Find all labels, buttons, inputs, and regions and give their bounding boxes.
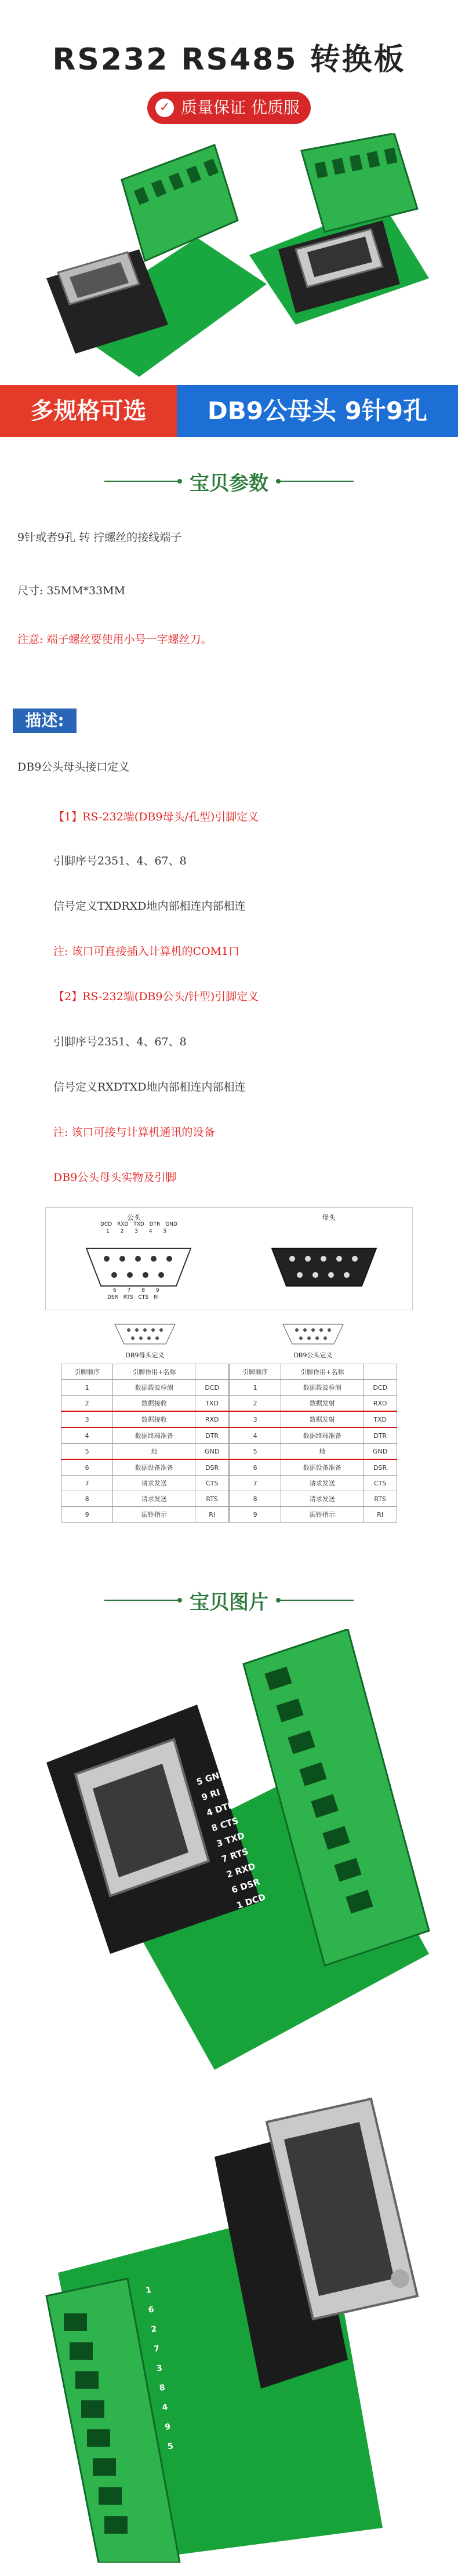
- td: 1: [61, 1380, 113, 1396]
- silk-label: 2: [150, 2324, 158, 2335]
- male-top-nums: [106, 1229, 166, 1234]
- photo2-svg: [23, 2087, 435, 2563]
- silk-label: 7: [153, 2344, 161, 2355]
- pin-num: 9: [155, 1288, 159, 1294]
- desc-line: 引脚序号2351、4、67、8: [53, 1036, 187, 1048]
- td: 5: [61, 1444, 113, 1460]
- badge-text: 质量保证 优质服务: [181, 98, 300, 150]
- td: GND: [195, 1444, 229, 1460]
- td: 3: [61, 1411, 113, 1427]
- td: DCD: [195, 1380, 229, 1396]
- silk-label: 8 CTS: [210, 1815, 240, 1834]
- desc-line: 注: 该口可接与计算机通讯的设备: [53, 1126, 215, 1139]
- silk-label: 6: [147, 2305, 155, 2315]
- td: 8: [61, 1491, 113, 1507]
- badge-check-icon: ✓: [155, 99, 174, 117]
- td: 3: [230, 1411, 281, 1427]
- product-photo-2: [23, 2087, 435, 2563]
- td: 数据终端准备: [281, 1427, 364, 1444]
- quality-badge: [147, 92, 311, 150]
- td: 数据发射: [281, 1396, 364, 1412]
- male-connector-mini: [278, 1320, 348, 1349]
- desc-line: 注: 该口可直接插入计算机的COM1口: [53, 945, 240, 958]
- pin-num: 1: [106, 1229, 110, 1234]
- td: 数据设备准备: [113, 1459, 195, 1476]
- th: 引脚作用+名称: [281, 1364, 364, 1380]
- td: RI: [364, 1507, 397, 1523]
- banner-left: 多规格可选: [0, 385, 177, 437]
- pinout-diagram: [45, 1207, 413, 1310]
- male-table-caption: DB9公头定义: [293, 1351, 333, 1359]
- td: 6: [230, 1459, 281, 1476]
- td: 请求发送: [281, 1491, 364, 1507]
- td: 2: [61, 1396, 113, 1412]
- params-line2: 尺寸: 35MM*33MM: [17, 584, 126, 597]
- td: 5: [230, 1444, 281, 1460]
- desc-line: 【1】RS-232端(DB9母头/孔型)引脚定义: [53, 811, 259, 823]
- male-bottom-nums: [113, 1288, 159, 1294]
- silk-label: 5: [167, 2441, 174, 2452]
- td: DSR: [364, 1459, 397, 1476]
- desc-line: DB9公头母头实物及引脚: [53, 1171, 177, 1184]
- male-top-pins: [100, 1222, 177, 1227]
- td: TXD: [364, 1411, 397, 1427]
- td: CTS: [195, 1476, 229, 1491]
- th: [364, 1364, 397, 1380]
- photos-title: 宝贝图片: [190, 1591, 268, 1614]
- td: 7: [61, 1476, 113, 1491]
- td: 数据终端准备: [113, 1427, 195, 1444]
- td: RI: [195, 1507, 229, 1523]
- td: 4: [230, 1427, 281, 1444]
- th: 引脚顺序: [61, 1364, 113, 1380]
- td: DSR: [195, 1459, 229, 1476]
- td: 请求发送: [113, 1491, 195, 1507]
- female-table-header: [61, 1317, 229, 1364]
- silk-label: 4: [161, 2402, 169, 2413]
- silk-label: 5 GND: [195, 1768, 228, 1787]
- td: 振铃指示: [113, 1507, 195, 1523]
- pin-name: DTR: [149, 1222, 161, 1227]
- male-bottom-pins: [107, 1295, 159, 1300]
- pin-num: 4: [148, 1229, 152, 1234]
- pin-num: 3: [135, 1229, 138, 1234]
- pin-num: 8: [141, 1288, 145, 1294]
- desc-line: 【2】RS-232端(DB9公头/针型)引脚定义: [53, 990, 259, 1003]
- silk-label: 2 RXD: [225, 1861, 257, 1880]
- td: 请求发送: [113, 1476, 195, 1491]
- silk-label: 1: [145, 2285, 152, 2296]
- td: 1: [230, 1380, 281, 1396]
- td: CTS: [364, 1476, 397, 1491]
- td: 2: [230, 1396, 281, 1412]
- pin-name: RI: [153, 1295, 159, 1300]
- female-connector-mini: [110, 1320, 180, 1349]
- silk-label: 4 DTR: [205, 1799, 236, 1819]
- male-table-block: [229, 1317, 397, 1523]
- silk-label: 9: [164, 2422, 172, 2432]
- params-line1: 9针或者9孔 转 拧螺丝的接线端子: [17, 531, 182, 544]
- female-label: 母头: [322, 1213, 336, 1222]
- pin-num: 5: [163, 1229, 167, 1234]
- silk-label: 3: [156, 2363, 163, 2374]
- silk-label: 9 RI: [200, 1787, 221, 1803]
- pin-name: RXD: [117, 1222, 129, 1227]
- td: DTR: [364, 1427, 397, 1444]
- hero-board-right: [249, 133, 429, 325]
- td: 数据接收: [113, 1411, 195, 1427]
- female-pin-table: [61, 1364, 229, 1523]
- female-table-caption: DB9母头定义: [125, 1351, 165, 1359]
- page-title: RS232 RS485 转换板: [52, 42, 406, 77]
- th: 引脚作用+名称: [113, 1364, 195, 1380]
- td: 8: [230, 1491, 281, 1507]
- male-connector-svg: [81, 1231, 197, 1295]
- td: 4: [61, 1427, 113, 1444]
- th: [195, 1364, 229, 1380]
- td: 数据接收: [113, 1396, 195, 1412]
- td: RTS: [364, 1491, 397, 1507]
- female-connector-svg: [266, 1231, 382, 1295]
- male-label: 公头: [127, 1213, 141, 1222]
- td: 地: [113, 1444, 195, 1460]
- pin-name: DSR: [107, 1295, 118, 1300]
- td: DTR: [195, 1427, 229, 1444]
- hero-product-image: [23, 133, 435, 377]
- td: DCD: [364, 1380, 397, 1396]
- td: 数据载波检测: [281, 1380, 364, 1396]
- td: 数据载波检测: [113, 1380, 195, 1396]
- desc-line: 信号定义RXDTXD地内部相连内部相连: [53, 1081, 246, 1093]
- td: GND: [364, 1444, 397, 1460]
- params-title: 宝贝参数: [190, 472, 268, 495]
- td: RXD: [364, 1396, 397, 1412]
- td: RTS: [195, 1491, 229, 1507]
- td: 9: [230, 1507, 281, 1523]
- desc-line: DB9公头母头接口定义: [17, 761, 130, 773]
- td: 数据发射: [281, 1411, 364, 1427]
- product-photo-1: [23, 1629, 435, 2076]
- hero-board-left: [46, 145, 267, 377]
- pin-num: 2: [120, 1229, 124, 1234]
- silk-label: 6 DSR: [230, 1876, 261, 1896]
- silk-label: 8: [158, 2383, 166, 2393]
- td: 请求发送: [281, 1476, 364, 1491]
- td: 9: [61, 1507, 113, 1523]
- desc-line: 引脚序号2351、4、67、8: [53, 855, 187, 867]
- male-pin-table: [229, 1364, 397, 1523]
- params-line3: 注意: 端子螺丝要使用小号一字螺丝刀。: [17, 633, 212, 646]
- silk-label: 1 DCD: [235, 1891, 267, 1911]
- th: 引脚顺序: [230, 1364, 281, 1380]
- pin-num: 6: [113, 1288, 117, 1294]
- silk-label: 7 RTS: [220, 1846, 250, 1865]
- silk-label: 3 TXD: [215, 1830, 246, 1850]
- desc-line: 信号定义TXDRXD地内部相连内部相连: [53, 900, 246, 913]
- td: RXD: [195, 1411, 229, 1427]
- td: 数据设备准备: [281, 1459, 364, 1476]
- pin-name: GND: [165, 1222, 177, 1227]
- td: 6: [61, 1459, 113, 1476]
- male-table-header: [229, 1317, 397, 1364]
- pin-name: TXD: [133, 1222, 144, 1227]
- description-head: 描述:: [13, 709, 77, 733]
- td: 7: [230, 1476, 281, 1491]
- td: 地: [281, 1444, 364, 1460]
- spec-banner: [0, 385, 458, 437]
- td: TXD: [195, 1396, 229, 1412]
- pin-name: CTS: [138, 1295, 148, 1300]
- pin-name: RTS: [123, 1295, 133, 1300]
- female-table-block: [61, 1317, 229, 1523]
- banner-right: DB9公母头 9针9孔: [177, 385, 458, 437]
- pin-num: 7: [127, 1288, 131, 1294]
- pin-name: DCD: [100, 1222, 112, 1227]
- td: 振铃指示: [281, 1507, 364, 1523]
